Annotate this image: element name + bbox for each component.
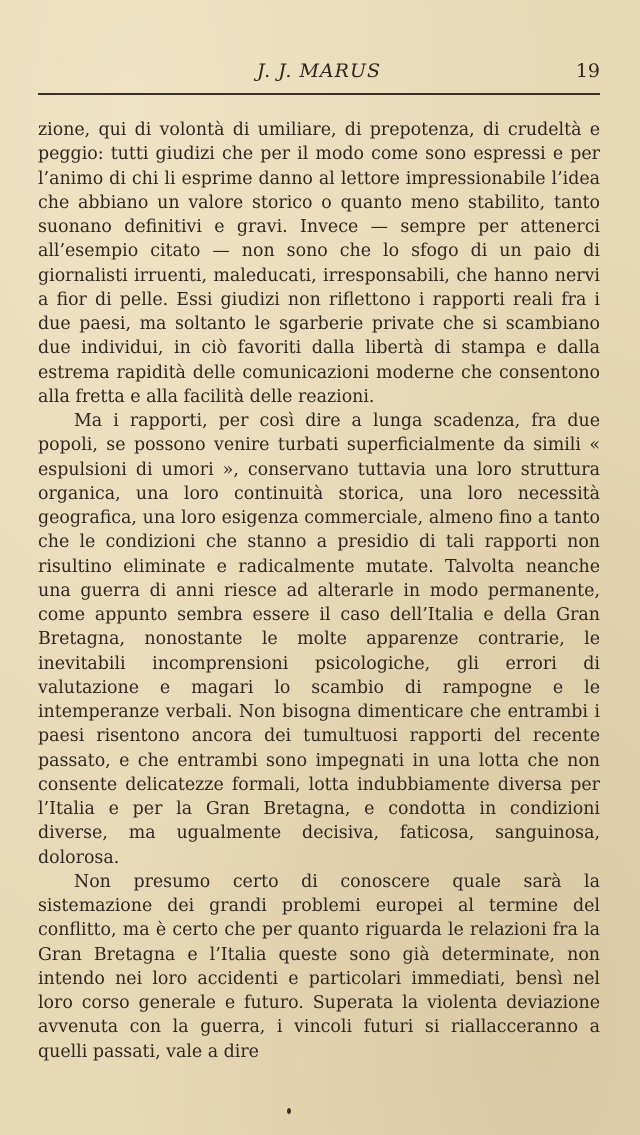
paragraph-continued: zione, qui di volontà di umiliare, di prepotenza, di crudeltà e peggio: tutti giudizi che per il modo come sono espressi e per l’animo di chi li esprime danno al lettore impressionabile l’idea che abbiano un valore storico o quanto meno stabilito, tanto suonano definitivi e gravi. Invece — sempre per attenerci all’esempio citato — non sono che lo sfogo di un paio di giornalisti irruenti, maleducati, irresponsabili, che hanno nervi a fior di pelle. Essi giudizi non riflettono i rapporti reali fra i due paesi, ma soltanto le sgarberie private che si scambiano due individui, in ciò favoriti dalla libertà di stampa e dalla estrema rapidità delle comunicazioni moderne che consentono alla fretta e alla facilità delle reazioni. <box>38 120 600 407</box>
header-rule <box>38 93 600 95</box>
page-number: 19 <box>575 60 600 82</box>
running-title: J. J. MARUS <box>257 60 381 82</box>
body-text <box>38 118 600 1064</box>
page-header <box>38 58 600 88</box>
page-mark <box>287 1108 291 1114</box>
paragraph: Non presumo certo di conoscere quale sarà la sistemazione dei grandi problemi europei al termine del conflitto, ma è certo che per quanto riguarda le relazioni fra la Gran Bretagna e l’Italia queste sono già determinate, non intendo nei loro accidenti e particolari immediati, bensì nel loro corso generale e futuro. Superata la violenta deviazione avvenuta con la guerra, i vincoli futuri si riallacceranno a quelli passati, vale a dire <box>38 871 600 1062</box>
paragraph: Ma i rapporti, per così dire a lunga scadenza, fra due popoli, se possono venire turbati superficialmente da simili « espulsioni di umori », conservano tuttavia una loro struttura organica, una loro continuità storica, una loro necessità geografica, una loro esigenza commerciale, almeno fino a tanto che le condizioni che stanno a presidio di tali rapporti non risultino eliminate e radicalmente mutate. Talvolta neanche una guerra di anni riesce ad alterarle in modo permanente, come appunto sembra essere il caso dell’Italia e della Gran Bretagna, nonostante le molte apparenze contrarie, le inevitabili incomprensioni psicologiche, gli errori di valutazione e magari lo scambio di rampogne e le intemperanze verbali. Non bisogna dimenticare che entrambi i paesi risentono ancora dei tumultuosi rapporti del recente passato, e che entrambi sono impegnati in una lotta che non consente delicatezze formali, lotta indubbiamente diversa per l’Italia e per la Gran Bretagna, e condotta in condizioni diverse, ma ugualmente decisiva, faticosa, sanguinosa, dolorosa. <box>38 411 600 868</box>
